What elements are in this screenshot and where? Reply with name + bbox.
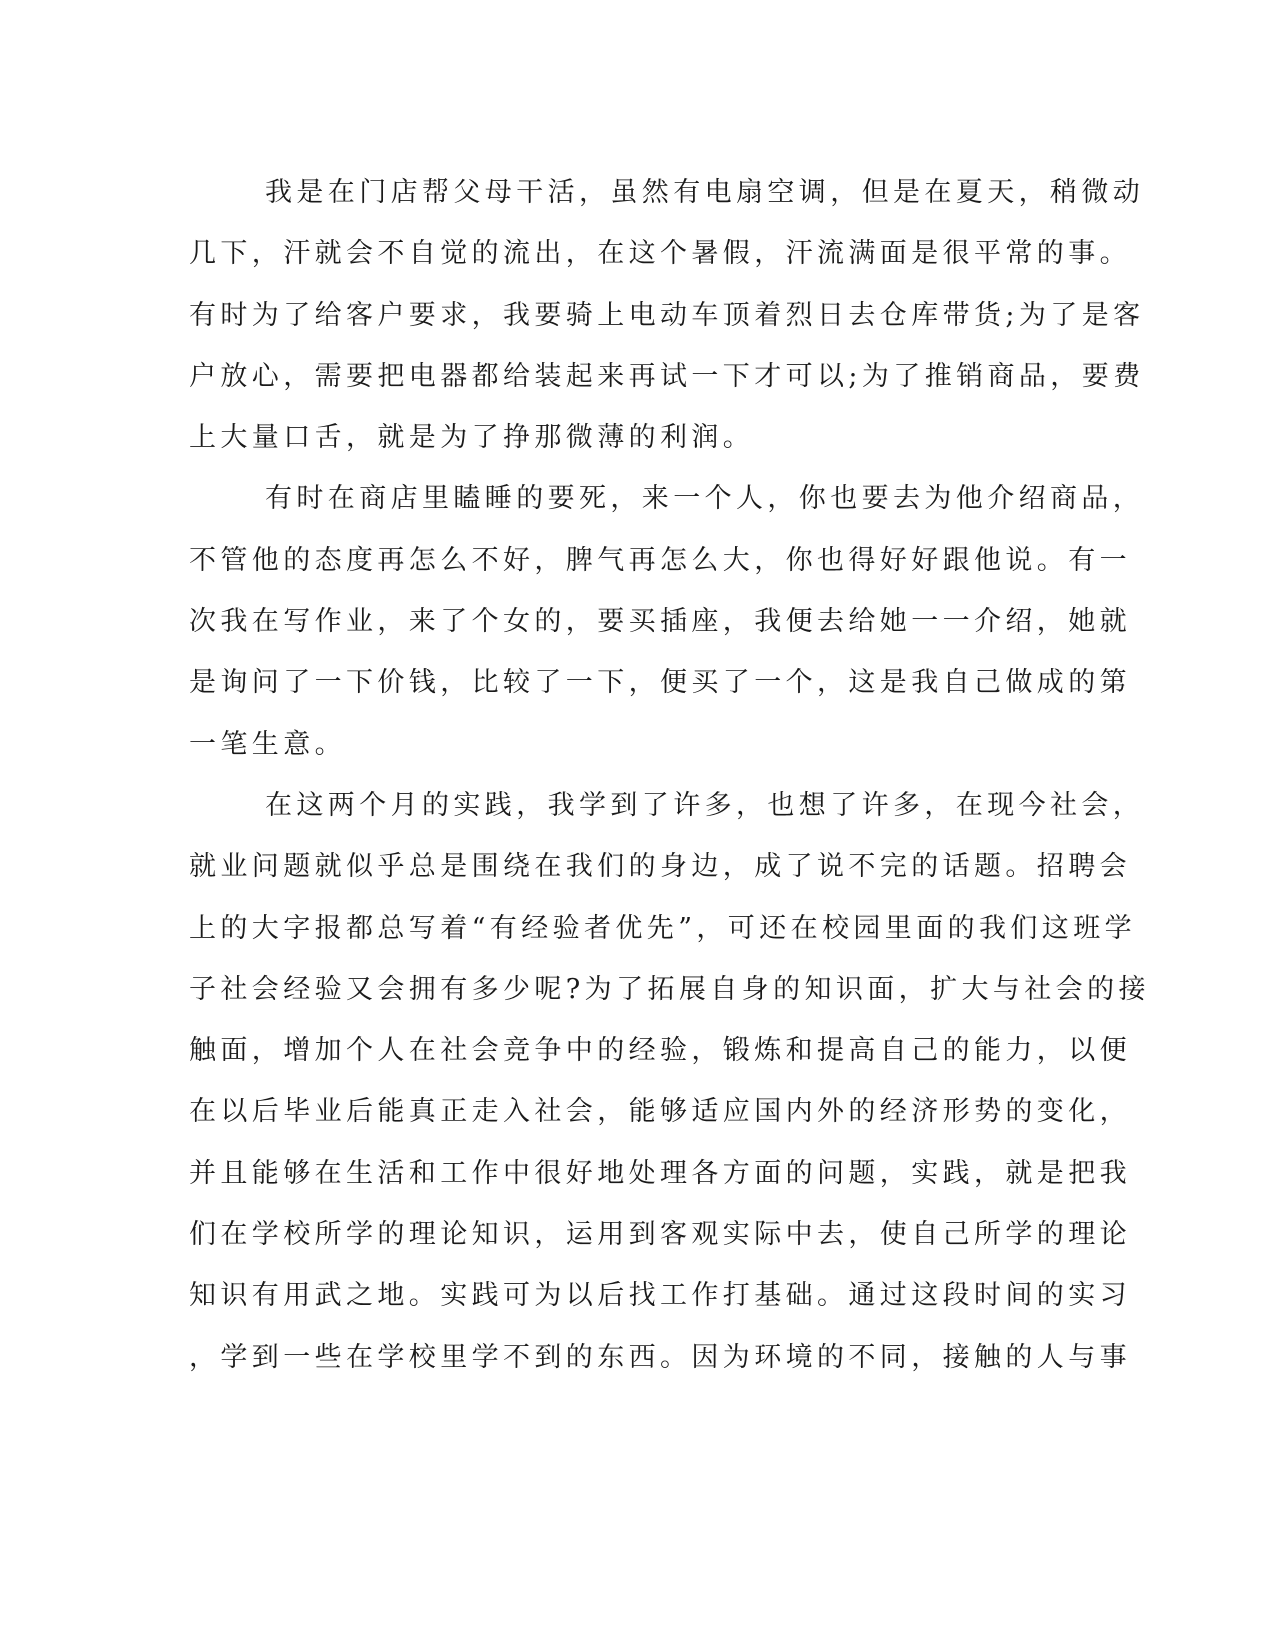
paragraph-line: 几下，汗就会不自觉的流出，在这个暑假，汗流满面是很平常的事。 [189,238,1131,270]
paragraph-line: 我是在门店帮父母干活，虽然有电扇空调，但是在夏天，稍微动 [265,177,1145,208]
paragraph-line: ，学到一些在学校里学不到的东西。因为环境的不同，接触的人与事 [189,1341,1131,1373]
document-body [189,162,1150,1388]
paragraph-line: 是询问了一下价钱，比较了一下，便买了一个，这是我自己做成的第 [189,667,1131,699]
paragraph-2 [189,468,1145,774]
paragraph-line: 子社会经验又会拥有多少呢?为了拓展自身的知识面，扩大与社会的接 [189,973,1150,1005]
paragraph-line: 次我在写作业，来了个女的，要买插座，我便去给她一一介绍，她就 [189,606,1131,638]
paragraph-line: 一笔生意。 [189,728,346,760]
paragraph-line: 有时在商店里瞌睡的要死，来一个人，你也要去为他介绍商品， [265,483,1145,515]
paragraph-3 [189,775,1150,1388]
paragraph-line: 并且能够在生活和工作中很好地处理各方面的问题，实践，就是把我 [189,1157,1131,1189]
paragraph-line: 不管他的态度再怎么不好，脾气再怎么大，你也得好好跟他说。有一 [189,544,1131,576]
paragraph-line: 上大量口舌，就是为了挣那微薄的利润。 [189,422,755,454]
paragraph-line: 上的大字报都总写着“有经验者优先”，可还在校园里面的我们这班学 [189,912,1137,944]
paragraph-1 [189,162,1145,468]
paragraph-line: 就业问题就似乎总是围绕在我们的身边，成了说不完的话题。招聘会 [189,851,1131,883]
paragraph-line: 在这两个月的实践，我学到了许多，也想了许多，在现今社会， [265,789,1145,821]
paragraph-line: 知识有用武之地。实践可为以后找工作打基础。通过这段时间的实习 [189,1280,1131,1312]
paragraph-line: 们在学校所学的理论知识，运用到客观实际中去，使自己所学的理论 [189,1219,1131,1251]
paragraph-line: 有时为了给客户要求，我要骑上电动车顶着烈日去仓库带货;为了是客 [189,299,1145,331]
paragraph-line: 触面，增加个人在社会竞争中的经验，锻炼和提高自己的能力，以便 [189,1035,1131,1067]
paragraph-line: 户放心，需要把电器都给装起来再试一下才可以;为了推销商品，要费 [189,360,1145,392]
paragraph-line: 在以后毕业后能真正走入社会，能够适应国内外的经济形势的变化， [189,1096,1131,1128]
